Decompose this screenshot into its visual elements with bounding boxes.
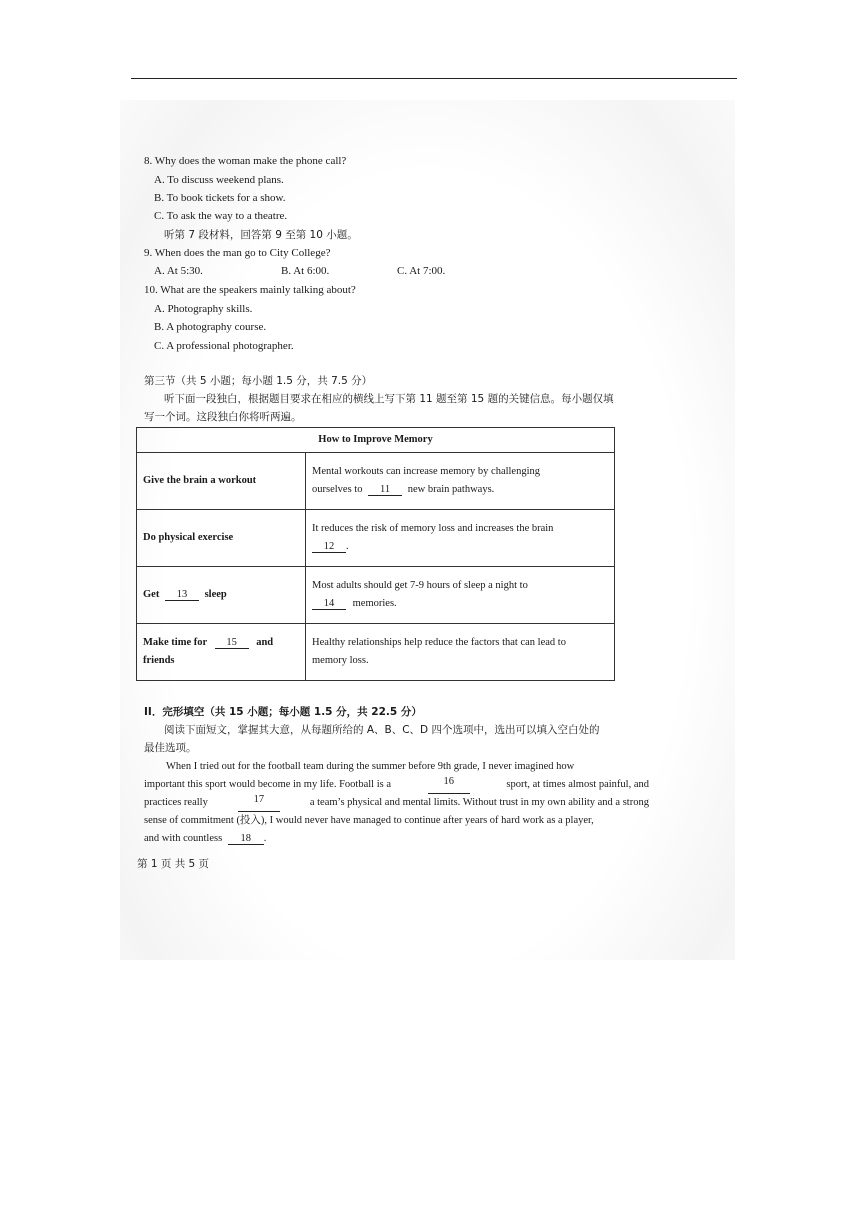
blank-14[interactable]: 14 [312, 598, 346, 610]
table-row [137, 567, 615, 624]
passage-line-3b: a team’s physical and mental limits. Without trust in my own ability and a strong [309, 797, 649, 808]
row4-label-c: friends [143, 655, 175, 666]
part-2-heading: II．完形填空（共 15 小题；每小题 1.5 分，共 22.5 分） [144, 706, 422, 718]
table-row [137, 510, 615, 567]
blank-11[interactable]: 11 [368, 484, 402, 496]
page-number: 第 1 页 共 5 页 [137, 858, 210, 870]
q10-option-b: B. A photography course. [154, 321, 267, 333]
blank-17[interactable]: 17 [238, 794, 280, 812]
q8-option-b: B. To book tickets for a show. [154, 192, 286, 204]
part-2-instruction-1: 阅读下面短文，掌握其大意，从每题所给的 A、B、C、D 四个选项中，选出可以填入空白处的 [164, 724, 600, 736]
q10-option-a: A. Photography skills. [154, 303, 253, 315]
row2-text-2b: . [346, 541, 349, 552]
passage-line-2b: sport, at times almost painful, and [506, 779, 649, 790]
row1-text-2a: ourselves to [312, 484, 363, 495]
row3-text-2b: memories. [352, 598, 397, 609]
top-rule [131, 78, 737, 79]
blank-18[interactable]: 18 [228, 833, 264, 845]
row3-label-a: Get [143, 589, 160, 600]
q9-option-b: B. At 6:00. [281, 265, 330, 277]
table-cell-content [306, 567, 615, 624]
q9-option-a: A. At 5:30. [154, 265, 203, 277]
row1-text-2 [312, 481, 608, 499]
table-cell-content [306, 510, 615, 567]
row1-text-2b: new brain pathways. [407, 484, 495, 495]
passage-line-3 [144, 794, 649, 812]
q10-option-c: C. A professional photographer. [154, 340, 294, 352]
row4-label-line-1 [143, 634, 299, 652]
table-cell-label: Give the brain a workout [137, 453, 306, 510]
row2-text-1: It reduces the risk of memory loss and increases the brain [312, 523, 554, 534]
table-cell-content [306, 453, 615, 510]
passage-line-2a: important this sport would become in my life. Football is a [144, 779, 392, 790]
row1-text-1: Mental workouts can increase memory by challenging [312, 466, 541, 477]
table-row [137, 624, 615, 681]
section-3-heading: 第三节（共 5 小题；每小题 1.5 分，共 7.5 分） [144, 375, 373, 387]
row4-text-2: memory loss. [312, 655, 369, 666]
blank-16[interactable]: 16 [428, 776, 470, 794]
instruction-passage-7: 听第 7 段材料，回答第 9 至第 10 小题。 [164, 229, 358, 241]
q8-option-c: C. To ask the way to a theatre. [154, 210, 288, 222]
table-cell-content [306, 624, 615, 681]
q9-option-c: C. At 7:00. [397, 265, 446, 277]
passage-line-2 [144, 776, 649, 794]
passage-line-5b: . [263, 833, 267, 844]
question-8: 8. Why does the woman make the phone call? [144, 155, 347, 167]
blank-12[interactable]: 12 [312, 541, 346, 553]
table-title: How to Improve Memory [137, 428, 615, 453]
passage-line-5 [144, 830, 649, 848]
table-cell-label [137, 567, 306, 624]
blank-13[interactable]: 13 [165, 589, 199, 601]
row2-text-2 [312, 538, 608, 556]
q8-option-a: A. To discuss weekend plans. [154, 174, 284, 186]
row3-label-b: sleep [204, 589, 227, 600]
table-row [137, 453, 615, 510]
question-10: 10. What are the speakers mainly talking about? [144, 284, 356, 296]
row3-text-2 [312, 595, 608, 613]
passage-line-4: sense of commitment (投入), I would never have managed to continue after years of hard work as a player, [144, 815, 594, 826]
row4-label-a: Make time for [143, 637, 207, 648]
blank-15[interactable]: 15 [215, 637, 249, 649]
table-cell-label: Do physical exercise [137, 510, 306, 567]
section-3-instruction-1: 听下面一段独白，根据题目要求在相应的横线上写下第 11 题至第 15 题的关键信息。每小题仅填 [164, 393, 614, 405]
row3-text-1: Most adults should get 7-9 hours of sleep a night to [312, 580, 528, 591]
section-3-instruction-2: 写一个词。这段独白你将听两遍。 [144, 411, 302, 423]
question-9: 9. When does the man go to City College? [144, 247, 331, 259]
passage-line-3a: practices really [144, 797, 208, 808]
passage-line-1: When I tried out for the football team during the summer before 9th grade, I never imagined how [166, 761, 575, 772]
part-2-instruction-2: 最佳选项。 [144, 742, 197, 754]
table-cell-label [137, 624, 306, 681]
row4-text-1: Healthy relationships help reduce the factors that can lead to [312, 637, 566, 648]
row4-label-b: and [256, 637, 274, 648]
memory-table [136, 427, 615, 681]
passage-line-5a: and with countless [144, 833, 223, 844]
